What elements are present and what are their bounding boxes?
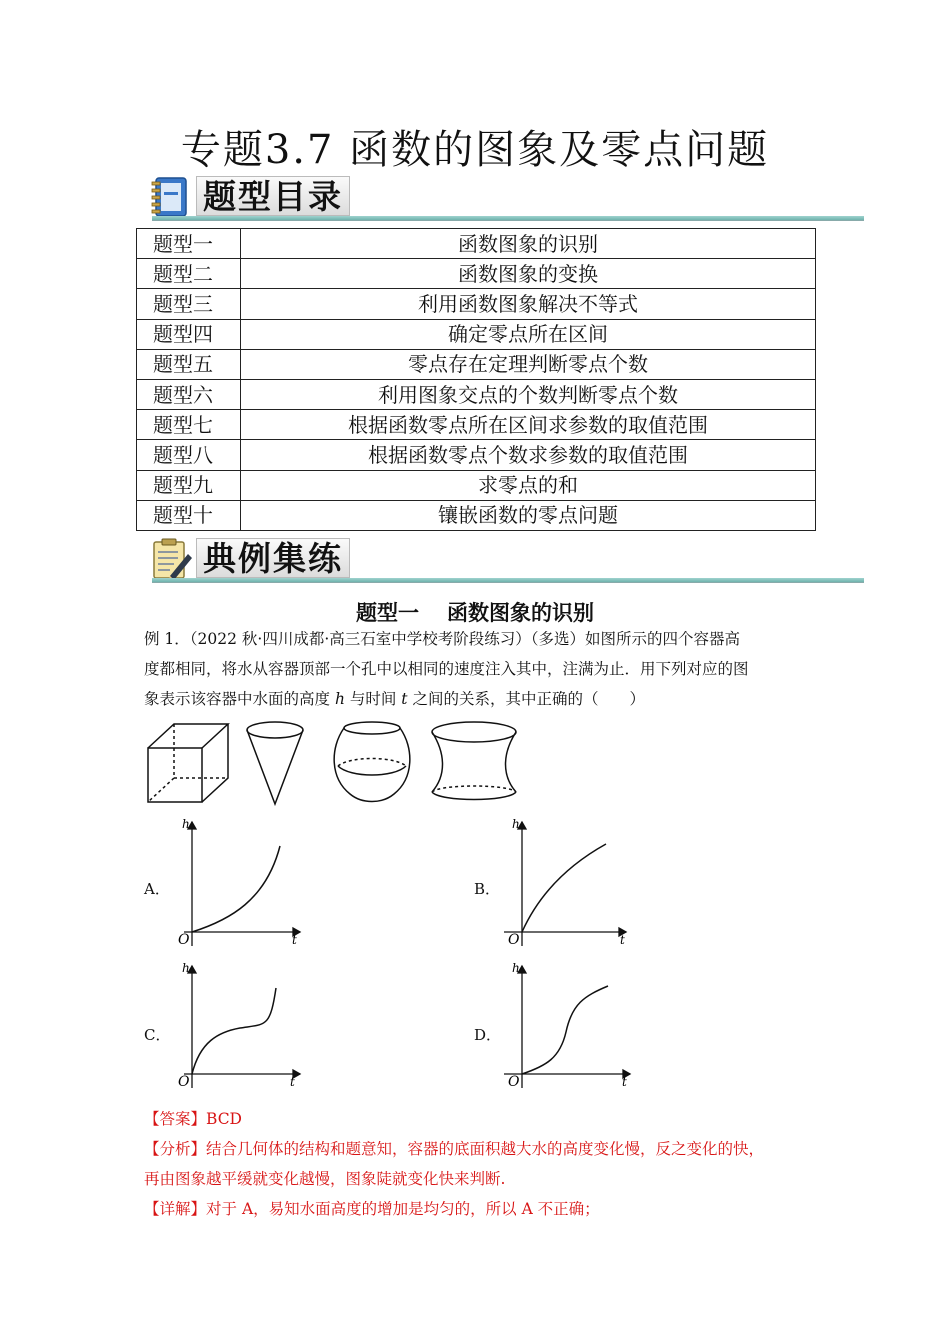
toc-type-cell: 题型六 xyxy=(137,379,241,409)
notebook-icon xyxy=(148,174,194,220)
svg-text:O: O xyxy=(178,1074,190,1090)
example-line-2: 度都相同，将水从容器顶部一个孔中以相同的速度注入其中，注满为止．用下列对应的图 xyxy=(144,660,749,678)
svg-text:t: t xyxy=(290,1075,295,1089)
toc-name-cell: 根据函数零点个数求参数的取值范围 xyxy=(241,440,816,470)
svg-text:t: t xyxy=(620,933,625,947)
svg-text:O: O xyxy=(508,932,520,948)
toc-row xyxy=(137,229,816,259)
toc-row xyxy=(137,440,816,470)
toc-row xyxy=(137,500,816,530)
toc-table xyxy=(136,228,816,531)
toc-name-cell: 根据函数零点所在区间求参数的取值范围 xyxy=(241,410,816,440)
option-b-label[interactable]: B． xyxy=(474,880,501,898)
section-divider xyxy=(152,216,864,221)
toc-name-cell: 函数图象的变换 xyxy=(241,259,816,289)
curve-b xyxy=(522,844,606,932)
cube-figure xyxy=(148,724,228,802)
answer-line: 【答案】BCD xyxy=(144,1110,242,1128)
toc-row xyxy=(137,349,816,379)
toc-type-cell: 题型二 xyxy=(137,259,241,289)
section-divider xyxy=(152,578,864,583)
toc-name-cell: 确定零点所在区间 xyxy=(241,319,816,349)
toc-row xyxy=(137,470,816,500)
curve-c xyxy=(192,988,276,1074)
toc-row xyxy=(137,289,816,319)
var-t: t xyxy=(401,690,408,708)
example-line-1: 例 1．（2022 秋·四川成都·高三石室中学校考阶段练习）（多选）如图所示的四个容器高 xyxy=(144,630,741,648)
svg-text:h: h xyxy=(512,817,520,831)
svg-text:t: t xyxy=(292,933,297,947)
subsection-name: 函数图象的识别 xyxy=(447,601,594,625)
option-d-label[interactable]: D． xyxy=(474,1026,502,1044)
toc-type-cell: 题型八 xyxy=(137,440,241,470)
section-header-examples xyxy=(148,536,868,586)
graph-c xyxy=(170,962,340,1102)
toc-type-cell: 题型十 xyxy=(137,500,241,530)
graph-b xyxy=(500,816,670,956)
toc-name-cell: 零点存在定理判断零点个数 xyxy=(241,349,816,379)
toc-name-cell: 利用图象交点的个数判断零点个数 xyxy=(241,379,816,409)
toc-name-cell: 求零点的和 xyxy=(241,470,816,500)
cone-figure xyxy=(247,722,303,804)
toc-type-cell: 题型九 xyxy=(137,470,241,500)
bowl-figure xyxy=(334,722,410,802)
analysis-line-2: 再由图象越平缓就变化越慢，图象陡就变化快来判断. xyxy=(144,1170,506,1188)
page-title: 专题3.7 函数的图象及零点问题 xyxy=(180,127,770,173)
example-text xyxy=(144,624,824,714)
toc-name-cell: 利用函数图象解决不等式 xyxy=(241,289,816,319)
toc-name-cell: 镶嵌函数的零点问题 xyxy=(241,500,816,530)
answer-block xyxy=(144,1104,824,1224)
toc-row xyxy=(137,410,816,440)
graph-a xyxy=(170,816,340,956)
svg-text:O: O xyxy=(508,1074,520,1090)
toc-row xyxy=(137,379,816,409)
toc-type-cell: 题型三 xyxy=(137,289,241,319)
option-a-label[interactable]: A． xyxy=(144,880,170,898)
var-h: h xyxy=(334,690,345,708)
subsection-type: 题型一 xyxy=(356,601,419,625)
curve-a xyxy=(192,846,280,932)
toc-row xyxy=(137,259,816,289)
toc-type-cell: 题型七 xyxy=(137,410,241,440)
svg-text:h: h xyxy=(182,817,190,831)
svg-text:h: h xyxy=(512,962,520,975)
option-c-label[interactable]: C． xyxy=(144,1026,171,1044)
toc-type-cell: 题型五 xyxy=(137,349,241,379)
clipboard-pencil-icon xyxy=(148,536,194,582)
toc-row xyxy=(137,319,816,349)
section-label-toc: 题型目录 xyxy=(196,176,350,216)
analysis-line-1: 【分析】结合几何体的结构和题意知，容器的底面积越大水的高度变化慢，反之变化的快， xyxy=(144,1140,765,1158)
toc-name-cell: 函数图象的识别 xyxy=(241,229,816,259)
section-label-examples: 典例集练 xyxy=(196,538,350,578)
toc-type-cell: 题型一 xyxy=(137,229,241,259)
waist-figure xyxy=(432,722,516,800)
curve-d xyxy=(522,986,608,1074)
svg-text:O: O xyxy=(178,932,190,948)
svg-text:t: t xyxy=(622,1075,627,1089)
graph-d xyxy=(500,962,670,1102)
container-figures xyxy=(140,718,540,814)
subsection-title xyxy=(0,597,950,627)
example-line-3: 象表示该容器中水面的高度 h 与时间 t 之间的关系，其中正确的（ ） xyxy=(144,690,645,708)
detail-line: 【详解】对于 A，易知水面高度的增加是均匀的，所以 A 不正确； xyxy=(144,1200,600,1218)
section-header-toc xyxy=(148,174,868,224)
toc-type-cell: 题型四 xyxy=(137,319,241,349)
svg-text:h: h xyxy=(182,962,190,975)
